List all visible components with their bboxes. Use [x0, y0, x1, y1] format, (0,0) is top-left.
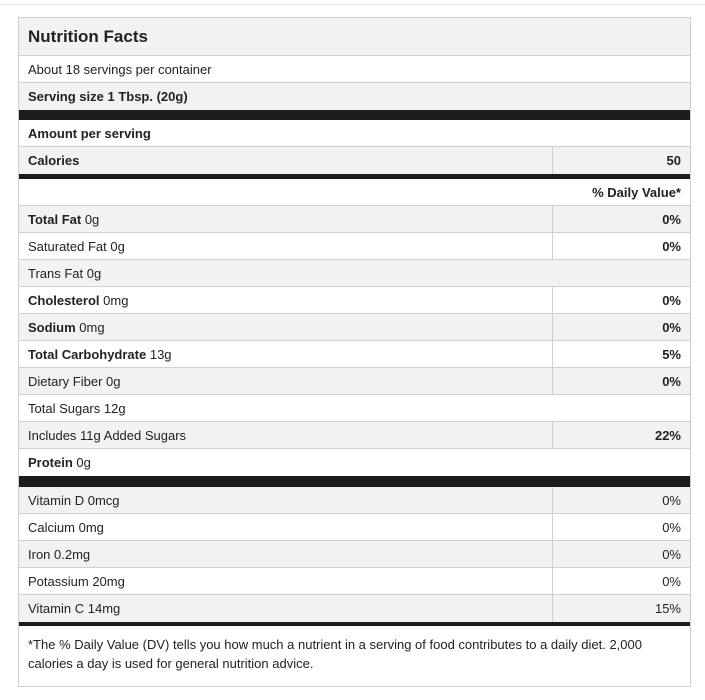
- daily-value-header-row: [19, 179, 690, 206]
- nutrient-name: Includes 11g Added Sugars: [28, 427, 187, 443]
- calories-value: 50: [552, 147, 690, 174]
- thick-divider: [19, 110, 690, 120]
- nutrient-amount: 0g: [110, 238, 125, 254]
- thick-divider: [19, 476, 690, 487]
- nutrient-daily-value: 5%: [552, 341, 690, 367]
- vitamin-name: Calcium: [28, 519, 75, 535]
- footnote: *The % Daily Value (DV) tells you how much a nutrient in a serving of food contributes to a daily diet. 2,000 calories a day is used for general nutrition advice.: [28, 637, 642, 671]
- nutrient-row: [19, 449, 690, 476]
- vitamin-name: Vitamin D: [28, 492, 85, 508]
- nutrient-name: Cholesterol: [28, 292, 100, 308]
- nutrient-row: [19, 395, 690, 422]
- vitamin-daily-value: 0%: [552, 568, 690, 594]
- vitamin-name: Iron: [28, 546, 51, 562]
- nutrient-name: Dietary Fiber: [28, 373, 103, 389]
- nutrient-row: [19, 314, 690, 341]
- top-divider: [0, 4, 705, 5]
- vitamin-amount: 0.2mg: [54, 546, 91, 562]
- nutrient-amount: 0g: [106, 373, 121, 389]
- nutrient-label: [19, 287, 552, 313]
- vitamin-amount: 0mcg: [87, 492, 120, 508]
- amount-per-serving-row: [19, 120, 690, 147]
- servings-row: [19, 56, 690, 83]
- nutrient-label: [19, 260, 690, 286]
- nutrient-daily-value: 22%: [552, 422, 690, 448]
- vitamin-row: [19, 595, 690, 622]
- nutrient-daily-value: 0%: [552, 206, 690, 232]
- nutrient-daily-value: 0%: [552, 287, 690, 313]
- nutrition-facts-panel: [18, 17, 691, 687]
- nutrient-label: [19, 341, 552, 367]
- nutrition-title: Nutrition Facts: [28, 26, 148, 46]
- nutrient-label: [19, 395, 690, 421]
- nutrient-daily-value: 0%: [552, 314, 690, 340]
- nutrient-label: [19, 422, 552, 448]
- daily-value-header: % Daily Value*: [592, 184, 681, 200]
- nutrient-amount: 13g: [149, 346, 172, 362]
- nutrient-amount: 0mg: [103, 292, 129, 308]
- vitamin-label: [19, 487, 552, 513]
- title-row: [19, 18, 690, 56]
- nutrient-amount: 0mg: [79, 319, 105, 335]
- nutrient-daily-value: 0%: [552, 368, 690, 394]
- vitamin-name: Potassium: [28, 573, 89, 589]
- nutrient-list: [19, 206, 690, 476]
- nutrient-row: [19, 422, 690, 449]
- vitamin-label: [19, 541, 552, 567]
- vitamin-name: Vitamin C: [28, 601, 85, 616]
- serving-size: Serving size 1 Tbsp. (20g): [28, 89, 188, 104]
- nutrient-label: [19, 314, 552, 340]
- vitamin-row: [19, 568, 690, 595]
- nutrient-label: [19, 449, 690, 476]
- amount-per-serving: Amount per serving: [28, 125, 151, 141]
- nutrient-row: [19, 341, 690, 368]
- vitamin-list: [19, 487, 690, 622]
- servings-per-container: About 18 servings per container: [28, 61, 212, 77]
- nutrient-row: [19, 233, 690, 260]
- nutrient-name: Saturated Fat: [28, 238, 107, 254]
- vitamin-label: [19, 595, 552, 622]
- vitamin-daily-value: 0%: [552, 514, 690, 540]
- nutrient-amount: 0g: [86, 265, 102, 281]
- nutrient-row: [19, 287, 690, 314]
- vitamin-label: [19, 568, 552, 594]
- nutrient-row: [19, 260, 690, 287]
- nutrient-label: [19, 206, 552, 232]
- nutrient-name: Trans Fat: [28, 265, 84, 281]
- vitamin-amount: 20mg: [92, 573, 125, 589]
- nutrient-amount: 0g: [84, 211, 100, 227]
- vitamin-row: [19, 541, 690, 568]
- calories-label: Calories: [28, 153, 80, 168]
- vitamin-daily-value: 0%: [552, 487, 690, 513]
- calories-row: [19, 147, 690, 174]
- nutrient-name: Total Sugars: [28, 400, 101, 416]
- nutrient-name: Total Carbohydrate: [28, 346, 147, 362]
- nutrient-label: [19, 233, 552, 259]
- nutrient-name: Total Fat: [28, 211, 82, 227]
- vitamin-row: [19, 514, 690, 541]
- nutrient-row: [19, 206, 690, 233]
- nutrient-label: [19, 368, 552, 394]
- vitamin-daily-value: 0%: [552, 541, 690, 567]
- vitamin-daily-value: 15%: [552, 595, 690, 622]
- vitamin-amount: 14mg: [87, 601, 121, 616]
- vitamin-label: [19, 514, 552, 540]
- nutrient-amount: 0g: [76, 455, 91, 470]
- nutrient-daily-value: 0%: [552, 233, 690, 259]
- nutrient-row: [19, 368, 690, 395]
- vitamin-amount: 0mg: [78, 519, 104, 535]
- nutrient-amount: 12g: [103, 400, 126, 416]
- vitamin-row: [19, 487, 690, 514]
- serving-size-row: [19, 83, 690, 110]
- nutrient-name: Protein: [28, 455, 73, 470]
- nutrient-name: Sodium: [28, 319, 76, 335]
